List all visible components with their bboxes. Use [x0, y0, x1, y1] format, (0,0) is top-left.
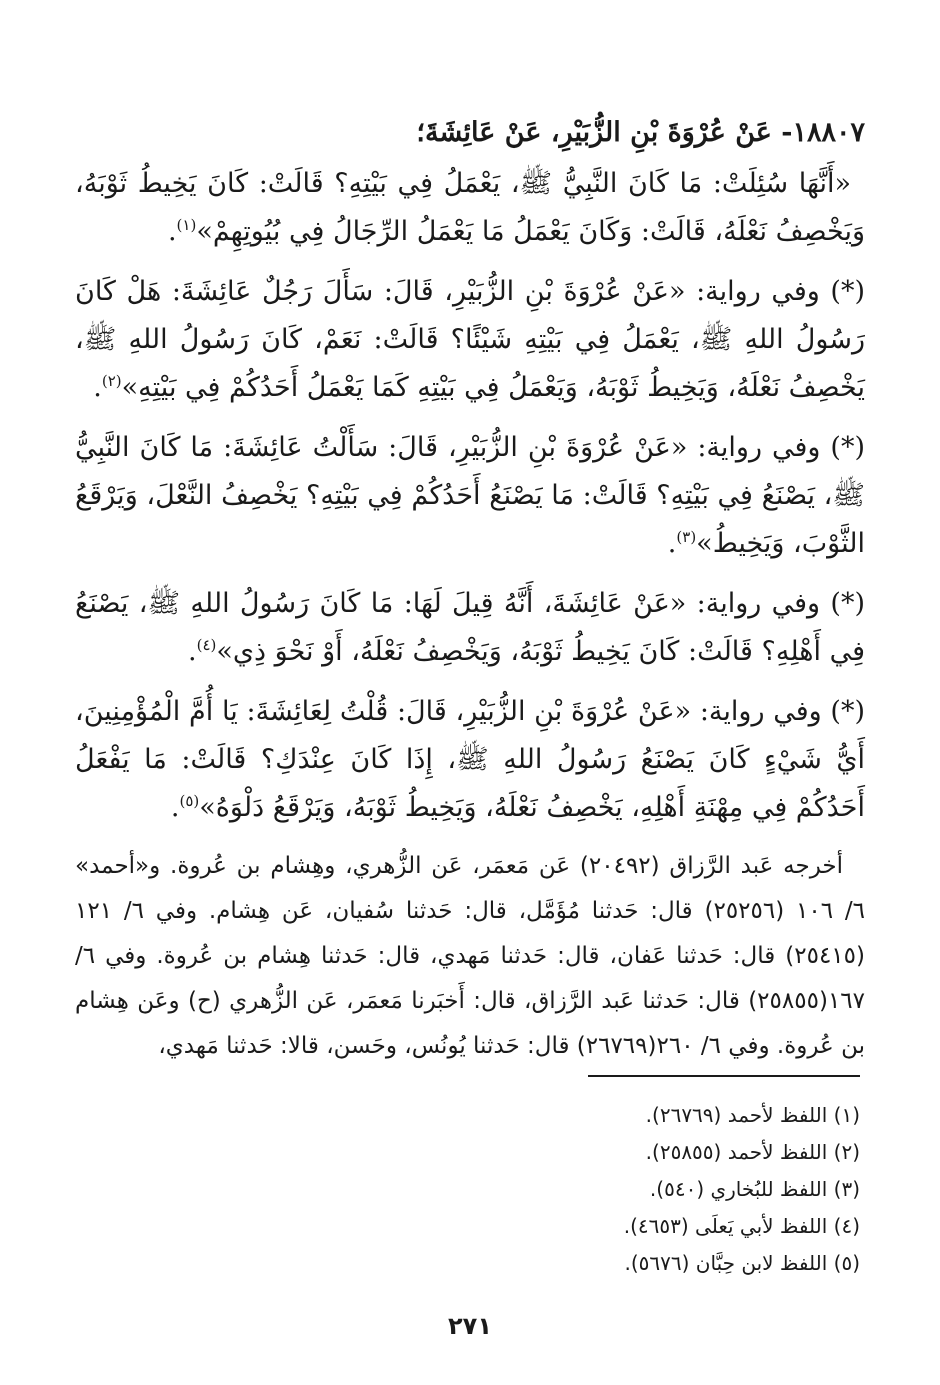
paragraph-text: (*) وفي رواية: «عَنْ عُرْوَةَ بْنِ الزُّبَيْرِ، قَالَ: سَأَلْتُ عَائِشَةَ: مَا كَانَ النَّبِيُّ ﷺ، يَصْنَعُ فِي بَيْتِهِ؟ قَالَتْ: مَا يَصْنَعُ أَحَدُكُمْ فِي بَيْتِهِ؟ يَخْصِفُ النَّعْلَ، وَيَرْقَعُ الثَّوْبَ، وَيَخِيطُ» [75, 432, 865, 559]
hadith-paragraph: (*) وفي رواية: «عَنْ عُرْوَةَ بْنِ الزُّبَيْرِ، قَالَ: قُلْتُ لِعَائِشَةَ: يَا أُمَّ الْمُؤْمِنِينَ، أَيُّ شَيْءٍ كَانَ يَصْنَعُ رَسُولُ اللهِ ﷺ، إِذَا كَانَ عِنْدَكِ؟ قَالَتْ: مَا يَفْعَلُ أَحَدُكُمْ فِي مِهْنَةِ أَهْلِهِ، يَخْصِفُ نَعْلَهُ، وَيَخِيطُ ثَوْبَهُ، وَيَرْقَعُ دَلْوَهُ»$^{(٥)}$. [75, 696, 865, 823]
footnote-item: (٢) اللفظ لأحمد (٢٥٨٥٥). [645, 1140, 860, 1164]
footnote-ref: (٣) [676, 528, 697, 546]
footnote-item: (٣) اللفظ للبُخاري (٥٤٠). [649, 1177, 860, 1201]
footnote-separator [588, 1075, 860, 1077]
paragraph-text: (*) وفي رواية: «عَنْ عُرْوَةَ بْنِ الزُّبَيْرِ، قَالَ: قُلْتُ لِعَائِشَةَ: يَا أُمَّ الْمُؤْمِنِينَ، أَيُّ شَيْءٍ كَانَ يَصْنَعُ رَسُولُ اللهِ ﷺ، إِذَا كَانَ عِنْدَكِ؟ قَالَتْ: مَا يَفْعَلُ أَحَدُكُمْ فِي مِهْنَةِ أَهْلِهِ، يَخْصِفُ نَعْلَهُ، وَيَخِيطُ ثَوْبَهُ، وَيَرْقَعُ دَلْوَهُ» [75, 696, 865, 823]
paragraph-text: «أَنَّهَا سُئِلَتْ: مَا كَانَ النَّبِيُّ ﷺ، يَعْمَلُ فِي بَيْتِهِ؟ قَالَتْ: كَانَ يَخِيطُ ثَوْبَهُ، وَيَخْصِفُ نَعْلَهُ، قَالَتْ: وَكَانَ يَعْمَلُ مَا يَعْمَلُ الرِّجَالُ فِي بُيُوتِهِمْ» [75, 168, 865, 247]
footnote-ref: (٤) [196, 636, 217, 654]
footnote-item: (١) اللفظ لأحمد (٢٦٧٦٩). [645, 1103, 860, 1127]
page-number: ٢٧١ [448, 1312, 492, 1340]
footnote-ref: (٢) [101, 372, 122, 390]
footnote-ref: (١) [176, 216, 197, 234]
hadith-paragraph: (*) وفي رواية: «عَنْ عُرْوَةَ بْنِ الزُّبَيْرِ، قَالَ: سَأَلْتُ عَائِشَةَ: مَا كَانَ النَّبِيُّ ﷺ، يَصْنَعُ فِي بَيْتِهِ؟ قَالَتْ: مَا يَصْنَعُ أَحَدُكُمْ فِي بَيْتِهِ؟ يَخْصِفُ النَّعْلَ، وَيَرْقَعُ الثَّوْبَ، وَيَخِيطُ»$^{(٣)}$. [75, 432, 865, 559]
main-text [75, 108, 865, 1069]
paragraph-text: (*) وفي رواية: «عَنْ عُرْوَةَ بْنِ الزُّبَيْرِ، قَالَ: سَأَلَ رَجُلٌ عَائِشَةَ: هَلْ كَانَ رَسُولُ اللهِ ﷺ، يَعْمَلُ فِي بَيْتِهِ شَيْئًا؟ قَالَتْ: نَعَمْ، كَانَ رَسُولُ اللهِ ﷺ، يَخْصِفُ نَعْلَهُ، وَيَخِيطُ ثَوْبَهُ، وَيَعْمَلُ فِي بَيْتِهِ كَمَا يَعْمَلُ أَحَدُكُمْ فِي بَيْتِهِ» [75, 276, 865, 403]
footnote-ref: (٥) [179, 792, 200, 810]
footnote-item: (٤) اللفظ لأبي يَعلَى (٤٦٥٣). [623, 1214, 860, 1238]
hadith-paragraph: «أَنَّهَا سُئِلَتْ: مَا كَانَ النَّبِيُّ ﷺ، يَعْمَلُ فِي بَيْتِهِ؟ قَالَتْ: كَانَ يَخِيطُ ثَوْبَهُ، وَيَخْصِفُ نَعْلَهُ، قَالَتْ: وَكَانَ يَعْمَلُ مَا يَعْمَلُ الرِّجَالُ فِي بُيُوتِهِمْ»$^{(١)}$. [75, 168, 865, 247]
hadith-title: ١٨٨٠٧- عَنْ عُرْوَةَ بْنِ الزُّبَيْرِ، عَنْ عَائِشَةَ؛ [416, 117, 865, 148]
takhrij-paragraph: أخرجه عَبد الرَّزاق (٢٠٤٩٢) عَن مَعمَر، عَن الزُّهري، وهِشام بن عُروة. و«أحمد» ٦/ ١٠٦ (٢٥٢٥٦) قال: حَدثنا مُؤَمَّل، قال: حَدثنا سُفيان، عَن هِشام. وفي ٦/ ١٢١ (٢٥٤١٥) قال: حَدثنا عَفان، قال: حَدثنا مَهدي، قال: حَدثنا هِشام بن عُروة. وفي ٦/ ١٦٧(٢٥٨٥٥) قال: حَدثنا عَبد الرَّزاق، قال: أَخبَرنا مَعمَر، عَن الزُّهري (ح) وعَن هِشام بن عُروة. وفي ٦/ ٢٦٠(٢٦٧٦٩) قال: حَدثنا يُونُس، وحَسن، قالا: حَدثنا مَهدي، [75, 853, 866, 1059]
paragraph-text: (*) وفي رواية: «عَنْ عَائِشَةَ، أَنَّهُ قِيلَ لَهَا: مَا كَانَ رَسُولُ اللهِ ﷺ، يَصْنَعُ فِي أَهْلِهِ؟ قَالَتْ: كَانَ يَخِيطُ ثَوْبَهُ، وَيَخْصِفُ نَعْلَهُ، أَوْ نَحْوَ ذِي» [75, 588, 865, 667]
hadith-paragraph: (*) وفي رواية: «عَنْ عُرْوَةَ بْنِ الزُّبَيْرِ، قَالَ: سَأَلَ رَجُلٌ عَائِشَةَ: هَلْ كَانَ رَسُولُ اللهِ ﷺ، يَعْمَلُ فِي بَيْتِهِ شَيْئًا؟ قَالَتْ: نَعَمْ، كَانَ رَسُولُ اللهِ ﷺ، يَخْصِفُ نَعْلَهُ، وَيَخِيطُ ثَوْبَهُ، وَيَعْمَلُ فِي بَيْتِهِ كَمَا يَعْمَلُ أَحَدُكُمْ فِي بَيْتِهِ»$^{(٢)}$. [75, 276, 865, 403]
footnotes-list [360, 1097, 860, 1282]
footnote-item: (٥) اللفظ لابن حِبَّان (٥٦٧٦). [624, 1251, 860, 1275]
hadith-paragraph: (*) وفي رواية: «عَنْ عَائِشَةَ، أَنَّهُ قِيلَ لَهَا: مَا كَانَ رَسُولُ اللهِ ﷺ، يَصْنَعُ فِي أَهْلِهِ؟ قَالَتْ: كَانَ يَخِيطُ ثَوْبَهُ، وَيَخْصِفُ نَعْلَهُ، أَوْ نَحْوَ ذِي»$^{(٤)}$. [75, 588, 865, 667]
